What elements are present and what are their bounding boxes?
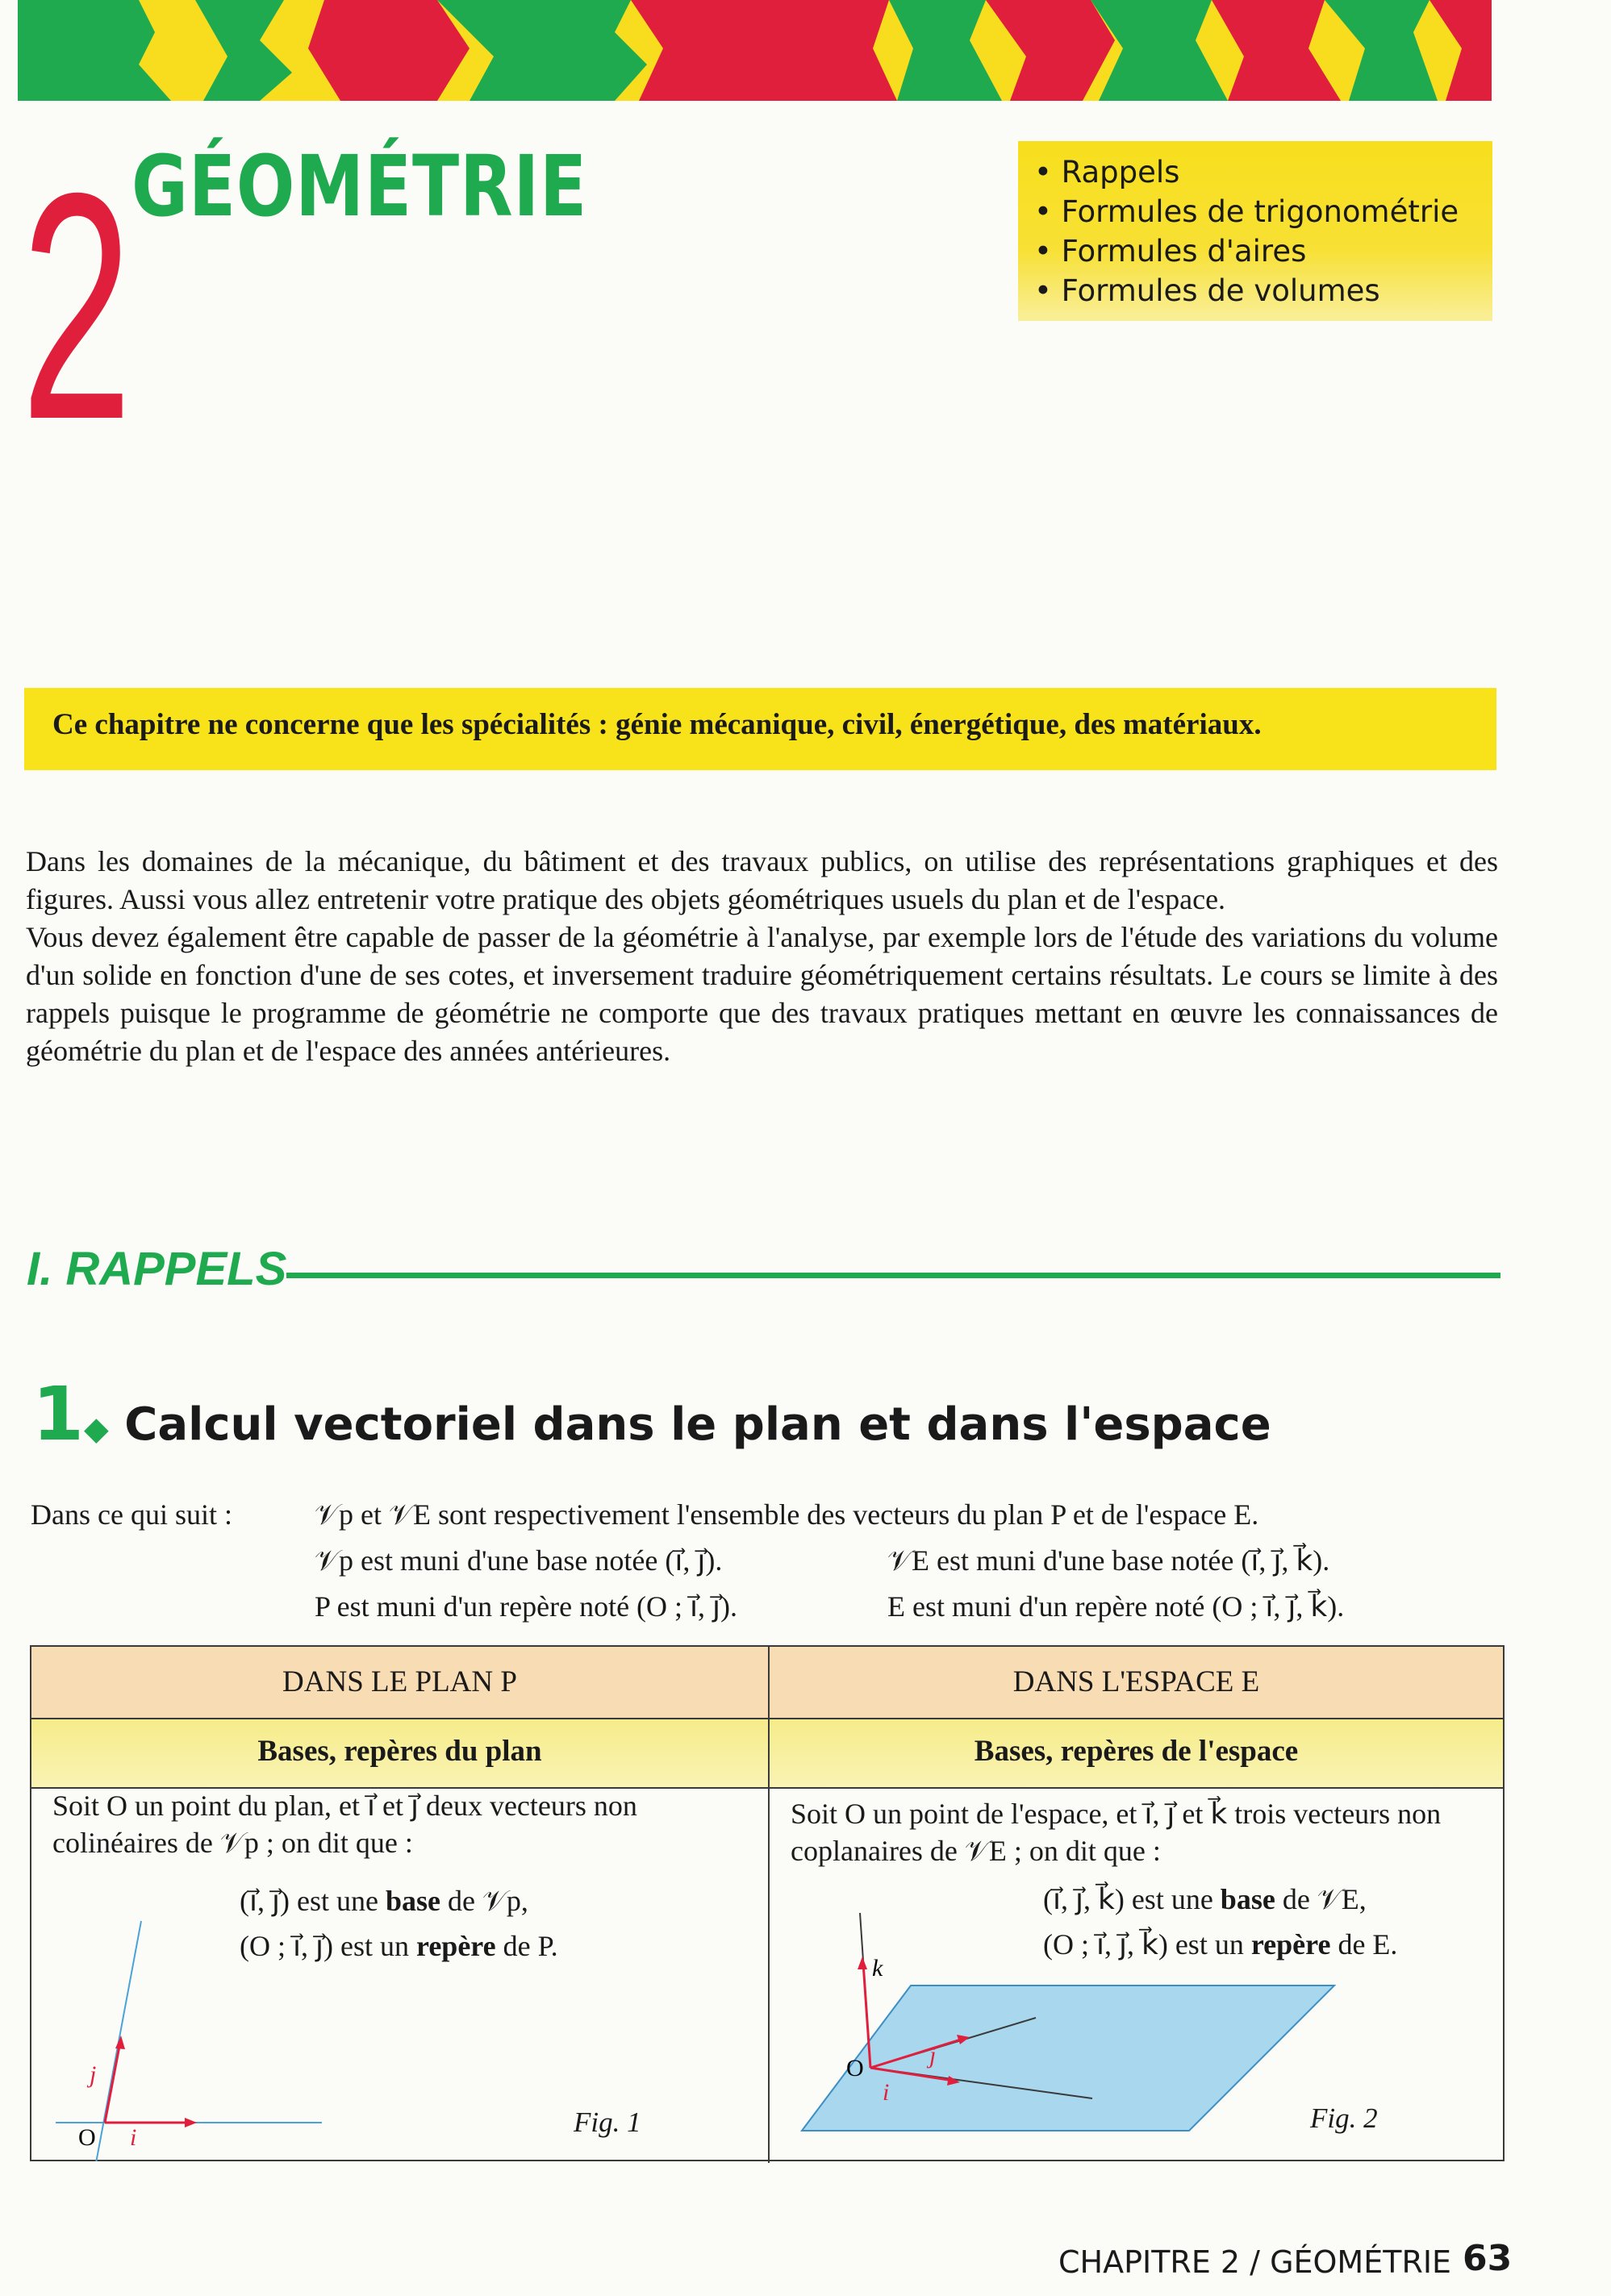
subsection-title: Calcul vectoriel dans le plan et dans l'espace [124,1398,1271,1451]
keyword: base [1220,1883,1275,1915]
definition-line: P est muni d'un repère noté (O ; i⃗, j⃗). [315,1590,738,1623]
intro-paragraph: Dans les domaines de la mécanique, du bâtiment et des travaux publics, on utilise des représentations graphiques et des figures. Aussi vous allez entretenir votre pratique des objets géométriques usuels du plan et de l'espace. [26,845,1498,915]
definition-line: 𝒱p est muni d'une base notée (i⃗, j⃗). [315,1544,723,1577]
j-vector-label: j⃗ [929,2042,955,2069]
definitions [31,1492,1507,1637]
chapter-number: 2 [21,126,132,486]
subsection-heading [32,1371,1271,1457]
keyword: base [385,1885,440,1917]
definitions-label: Dans ce qui suit : [31,1498,232,1531]
statement-text: (O ; i⃗, j⃗) est un [240,1930,416,1962]
chapter-banner [18,0,1492,101]
bases-table [30,1645,1505,2161]
fig1-diagram [31,1889,768,2161]
fig2-diagram [770,1889,1503,2161]
table-subheader-space: Bases, repères de l'espace [770,1718,1503,1789]
keyword: repère [415,1930,496,1962]
statement-text: de 𝒱p, [440,1885,528,1917]
bullet-diamond-icon: ◆ [84,1411,109,1448]
summary-item: • Formules de volumes [1034,273,1380,308]
chapter-summary [1018,141,1492,321]
chapter-title: GÉOMÉTRIE [131,137,588,235]
statement-text: de 𝒱E, [1275,1883,1367,1915]
j-vector-label: j⃗ [90,2061,115,2088]
statement-text: (i⃗, j⃗, k⃗) est une [1043,1883,1221,1915]
origin-label: O [78,2124,96,2151]
intro-text [26,843,1498,1070]
table-subheader-plane: Bases, repères du plan [31,1718,768,1789]
summary-item: • Formules d'aires [1034,234,1307,269]
definition-line: 𝒱E est muni d'une base notée (i⃗, j⃗, k⃗). [887,1544,1330,1577]
statement-text: (i⃗, j⃗) est une [240,1885,386,1917]
intro-paragraph: Vous devez également être capable de passer de la géométrie à l'analyse, par exemple lors de l'étude des variations du volume d'un solide en fonction d'une de ses cotes, et inversement traduire géométriquement certains résultats. Le cours se limite à des rappels puisque le programme de géométrie ne comporte que des travaux pratiques mettant en œuvre les connaissances de géométrie du plan et de l'espace des années antérieures. [26,921,1498,1067]
statement-text: (O ; i⃗, j⃗, k⃗) est un [1043,1928,1251,1961]
page-number: 63 [1463,2238,1513,2279]
section-rule [286,1273,1500,1278]
table-header-space: DANS L'ESPACE E [770,1647,1503,1718]
subsection-number: 1 [32,1371,85,1457]
i-vector-label: i⃗ [130,2124,156,2151]
table-header-plane: DANS LE PLAN P [31,1647,768,1718]
plane-cell-text: Soit O un point du plan, et i⃗ et j⃗ deux vecteurs non colinéaires de 𝒱p ; on dit que : [52,1790,637,1859]
statement-text: de P. [495,1930,558,1962]
origin-label: O [846,2055,864,2081]
definition-line: 𝒱p et 𝒱E sont respectivement l'ensemble des vecteurs du plan P et de l'espace E. [315,1498,1259,1531]
definition-line: E est muni d'un repère noté (O ; i⃗, j⃗, k⃗). [887,1590,1345,1623]
fig2-caption: Fig. 2 [1310,2102,1378,2134]
fig1-caption: Fig. 1 [574,2106,641,2138]
section-title: I. RAPPELS [27,1243,287,1295]
k-vector-label: k⃗ [872,1955,902,1981]
keyword: repère [1250,1928,1331,1961]
space-cell-text: Soit O un point de l'espace, et i⃗, j⃗ et k⃗ trois vecteurs non coplanaires de 𝒱E ; on dit que : [791,1798,1442,1867]
statement-text: de E. [1330,1928,1398,1961]
specialty-notice: Ce chapitre ne concerne que les spécialités : génie mécanique, civil, énergétique, des matériaux. [24,688,1496,770]
i-vector-label: i⃗ [883,2079,908,2106]
summary-item: • Rappels [1034,155,1180,190]
footer-chapter: CHAPITRE 2 / GÉOMÉTRIE [1058,2244,1452,2280]
summary-item: • Formules de trigonométrie [1034,194,1459,229]
